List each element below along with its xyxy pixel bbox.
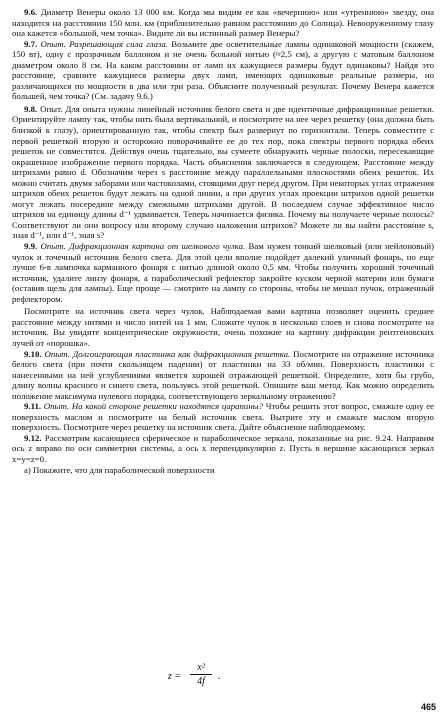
problem-number: 9.7. (24, 38, 38, 49)
problem-9-11 (12, 401, 434, 433)
problem-9-7 (12, 39, 434, 102)
problem-text: Посмотрите на источник света через чулок. Наблюдаемая вами картина позволяет оценить среднее расстояние между нитями и число нитей на 1 мм. Сложите чулок в несколько слоев и снова посмотрите на источник. Вы увидите концентрические окружности, очень похожие на картину дифракции рентгеновских лучей от «порошка». (12, 306, 434, 348)
formula-numerator: x² (190, 662, 212, 675)
problem-9-9-continued (12, 306, 434, 348)
problem-number: 9.9. (24, 241, 38, 252)
parabola-formula (168, 662, 288, 692)
problem-number: 9.6. (24, 7, 38, 17)
problem-text: Чтобы решить этот вопрос, смажьте одну ее поверхность маслом и посмотрите на белый источник света. Вытрите эту и смажьте маслом вторую поверхность. Посмотрите через решетку на источник света. Дайте объяснение наблюдаемому. (12, 401, 435, 433)
formula-denominator: 4f (197, 676, 205, 687)
problem-number: 9.12. (24, 432, 42, 443)
formula-lhs: z = (168, 671, 182, 682)
problem-text: Рассмотрим касающиеся сферическое и параболическое зеркала, показанные на рис. 9.24. Направим ось z вправо по оси симметрии системы, а ось x перпендикулярно z. Пусть в вершине касающихся зеркал x=y=z=0. (12, 432, 434, 464)
problem-text: Вам нужен тонкий шелковый (или нейлоновый) чулок и точечный источник белого света. Для этой цели вполне подойдет далекий уличный фонарь, но еще лучше 6-в лампочка карманного фонаря с нитью длиной около 0,5 мм. Чтобы получить хороший точечный источник, удалите линзу фонаря, а параболический рефлектор закройте куском черной материи или бумаги (оставив щель для лампы). Еще проще — смотрите на лампу со стороны, чтобы не мешал пучок, отраженный рефлектором. (12, 241, 435, 304)
problem-title: Опыт. Дифракционная картина от шелкового чулка. (40, 241, 246, 252)
problem-9-9 (12, 241, 434, 304)
page-number: 465 (420, 702, 436, 712)
formula-fraction (190, 662, 212, 687)
problem-text: Диаметр Венеры около 13 000 км. Когда мы видим ее как «вечернюю» или «утреннюю» звезду, она находится на расстоянии 150 млн. км (приблизительно равном расстоянию до Солнца). Невооруженному глазу она кажется «большой, чем точка». Видите ли вы истинный размер Венеры? (12, 7, 435, 39)
problem-9-12 (12, 433, 434, 465)
problem-title: Опыт. (40, 103, 63, 114)
problem-text: Возьмите две осветительные лампы одинаковой мощности (скажем, 150 вт), одну с прозрачным баллоном и не очень больной нитью (≈2,5 см), а другую с матовым баллоном диаметром около 8 см. На каком расстоянии от ламп их кажущиеся размеры будут одинаковы? Найдя это расстояние, сравните кажущиеся размеры двух ламп, имеющих одинаковые реальные размеры, но различающихся по мощности в два или три раза. Объясните полученный результат. Почему Венера кажется большей, чем точка? (См. задачу 9.6.) (12, 38, 434, 102)
problem-9-8 (12, 104, 434, 241)
problem-text: а) Покажите, что для параболической поверхности (24, 464, 215, 475)
problem-title: Опыт. На какой стороне решетки находятся царапины? (43, 401, 264, 412)
problem-number: 9.8. (24, 103, 38, 114)
problem-text: Для опыта нужны линейный источник белого света и две идентичные дифракционные решетки. Ориентируйте лампу так, чтобы нить была вертикальной, и посмотрите на нее через решетку (она должна быть близкой к глазу), ориентированную так, чтобы спектр был развернут по горизонтали. Теперь совместите с первой решеткой вторую и осторожно поворачивайте ее до тех пор, пока спектры первого порядка обеих решеток не совместятся. Действуя очень тщательно, вы сумеете обнаружить черные полоски, пересекающие окрашенное изображение первого порядка. Часть объяснения заключается в следующем. Расстояние между штрихами равно d. Обозначим через s расстояние между параллельными плоскостями обеих решеток. Их можно считать двумя заборами или частоколами, стоящими друг перед другом. При некоторых углах отражения штрихов обеих решеток будут лежать на одной линии, а при других углах проекции штрихов одной решетки могут лежать посередине между смежными штрихами другой. В последнем случае эффективное число штрихов на единицу длины d⁻¹ удваивается. Теперь начинается физика. Почему вы получаете черные полосы? Соответствуют ли они вопросу или второму случаю наложения штрихов? Можете ли вы найти расстояние s, зная d⁻¹, или d⁻¹, зная s? (12, 103, 434, 241)
problem-9-6 (12, 7, 434, 39)
formula-trail: . (218, 671, 221, 682)
page-text (12, 7, 434, 475)
problem-title: Опыт. Долгоиграющая пластинка как дифракционная решетка. (44, 348, 291, 359)
problem-text: Посмотрите на отражение источника белого света (при почти скользящем падении) от пластинки на 33 об/мин. Поверхность пластинки с нанесенными на ней углублениями является хорошей отражающей решеткой. Определите, хотя бы грубо, длину волны красного и синего света, пользуясь этой решеткой. Опишите ваш метод. Как можно определить положение максимума нулевого порядка, соответствующего зеркальному отражению? (12, 348, 434, 401)
problem-number: 9.11. (24, 401, 42, 412)
problem-9-12-part-a (12, 465, 434, 476)
problem-9-10 (12, 349, 434, 402)
problem-number: 9.10. (24, 348, 42, 359)
problem-title: Опыт. Разрешающая сила глаза. (40, 38, 168, 49)
